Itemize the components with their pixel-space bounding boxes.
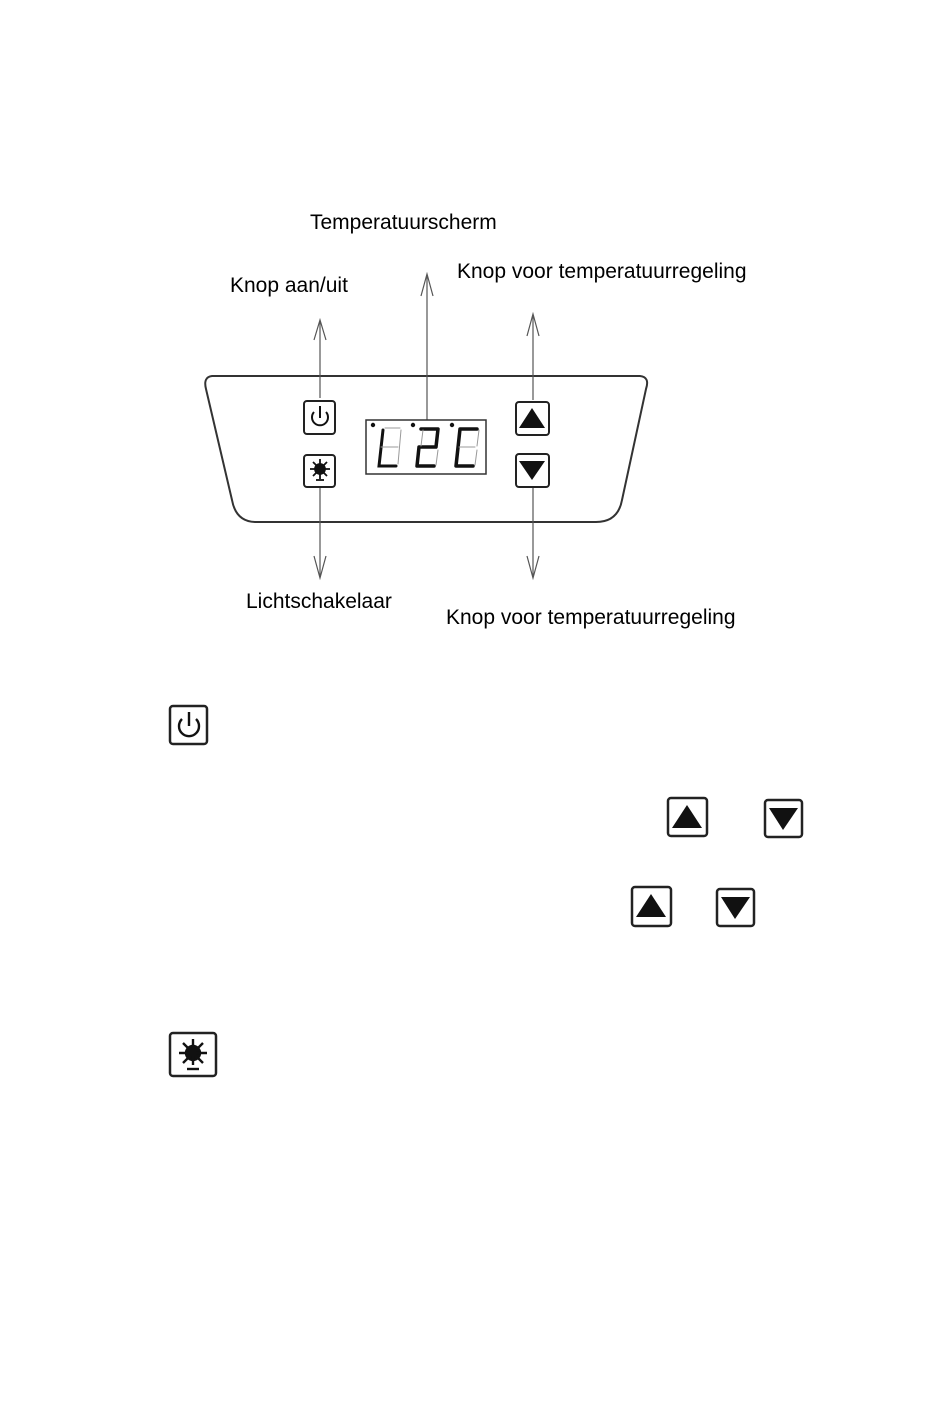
arrow-up-icon — [666, 796, 710, 840]
temperature-display — [366, 420, 486, 474]
temp-down-button[interactable] — [516, 454, 549, 487]
light-button[interactable] — [304, 455, 335, 487]
display-label: Temperatuurscherm — [310, 211, 497, 234]
light-icon — [168, 1031, 220, 1079]
control-panel-diagram — [0, 0, 950, 650]
power-label: Knop aan/uit — [230, 274, 348, 297]
power-icon — [168, 704, 210, 746]
power-button[interactable] — [304, 401, 335, 434]
arrow-up-icon — [630, 885, 674, 929]
temp-up-label: Knop voor temperatuurregeling — [457, 260, 747, 283]
arrow-down-icon — [715, 887, 757, 929]
temp-up-button[interactable] — [516, 402, 549, 435]
temp-down-label: Knop voor temperatuurregeling — [446, 606, 736, 629]
arrow-down-icon — [763, 798, 805, 840]
light-label: Lichtschakelaar — [246, 590, 392, 613]
